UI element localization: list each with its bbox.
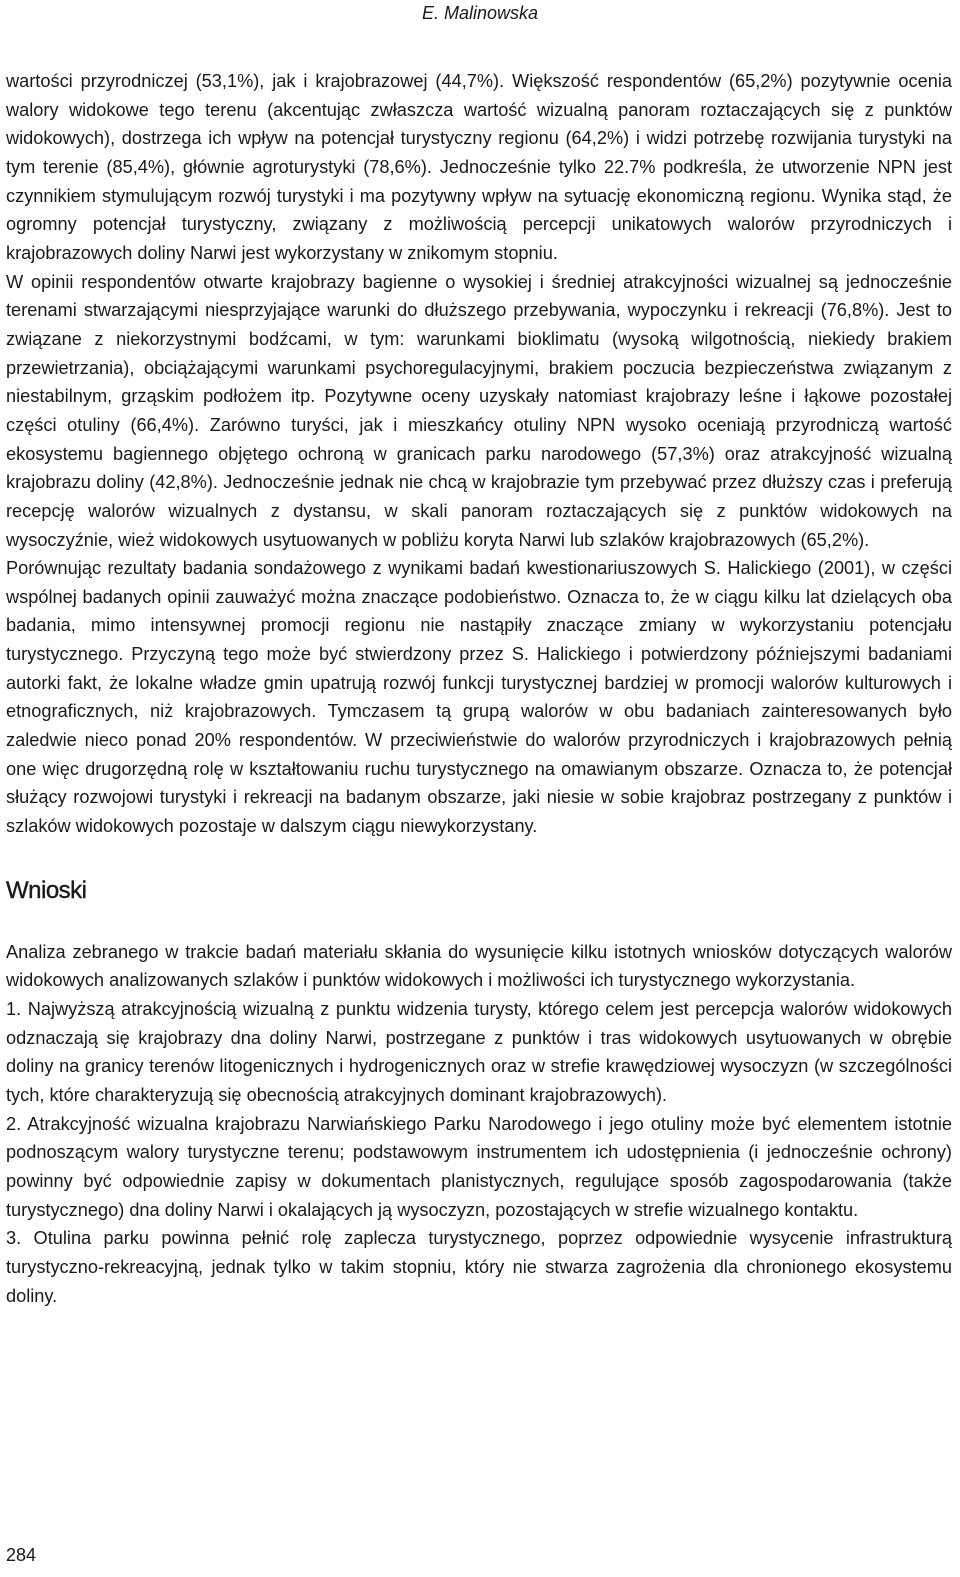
running-head-author: E. Malinowska	[421, 3, 539, 23]
conclusions-intro-paragraph: Analiza zebranego w trakcie badań materiału skłania do wysunięcie kilku istotnych wniosków dotyczących walorów widokowych analizowanych szlaków i punktów widokowych i możliwości ich turystycznego wykorzystania.	[6, 941, 952, 991]
page-number: 284	[6, 1545, 37, 1565]
conclusion-item-3: 3. Otulina parku powinna pełnić rolę zaplecza turystycznego, poprzez odpowiednie wysycenie infrastrukturą turystyczno-rekreacyjną, jednak tylko w takim stopniu, który nie stwarza zagrożenia dla chronionego ekosystemu doliny.	[6, 1228, 952, 1306]
conclusion-item-1: 1. Najwyższą atrakcyjnością wizualną z punktu widzenia turysty, którego celem jest percepcja walorów widokowych odznaczają się krajobrazy dna doliny Narwi, postrzegane z punktów i tras widokowych usytuowanych w obrębie doliny na granicy terenów litogenicznych i hydrogenicznych oraz w strefie krawędziowej wysoczyzn (w szczególności tych, które charakteryzują się obecnością atrakcyjnych dominant krajobrazowych).	[6, 999, 952, 1105]
section-heading-conclusions: Wnioski	[6, 876, 87, 904]
article-body	[6, 67, 952, 1310]
body-paragraph-3: Porównując rezultaty badania sondażowego z wynikami badań kwestionariuszowych S. Halickiego (2001), w części wspólnej badanych opinii zauważyć można znaczące podobieństwo. Oznacza to, że w ciągu kilku lat dzielących oba badania, mimo intensywnej promocji regionu nie nastąpiły znaczące zmiany w wykorzystaniu potencjału turystycznego. Przyczyną tego może być stwierdzony przez S. Halickiego i potwierdzony późniejszymi badaniami autorki fakt, że lokalne władze gmin upatrują rozwój funkcji turystycznej bardziej w promocji walorów kulturowych i etnograficznych, niż krajobrazowych. Tymczasem tą grupą walorów w obu badaniach zainteresowanych było zaledwie nieco ponad 20% respondentów. W przeciwieństwie do walorów przyrodniczych i krajobrazowych pełnią one więc drugorzędną rolę w kształtowaniu ruchu turystycznego na omawianym obszarze. Oznacza to, że potencjał służący rozwojowi turystyki i rekreacji na badanym obszarze, jaki niesie w sobie krajobraz postrzegany z punktów i szlaków widokowych pozostaje w dalszym ciągu niewykorzystany.	[6, 558, 952, 837]
body-paragraph-2: W opinii respondentów otwarte krajobrazy bagienne o wysokiej i średniej atrakcyjności wizualnej są jednocześnie terenami stwarzającymi niesprzyjające warunki do dłuższego przebywania, wypoczynku i rekreacji (76,8%). Jest to związane z niekorzystnymi bodźcami, w tym: warunkami bioklimatu (wysoką wilgotnością, niekiedy brakiem przewietrzania), obciążającymi warunkami psychoregulacyjnymi, brakiem poczucia bezpieczeństwa związanym z niestabilnym, grząskim podłożem itp. Pozytywne oceny uzyskały natomiast krajobrazy leśne i łąkowe pozostałej części otuliny (66,4%). Zarówno turyści, jak i mieszkańcy otuliny NPN wysoko oceniają przyrodniczą wartość ekosystemu bagiennego objętego ochroną w granicach parku narodowego (57,3%) oraz atrakcyjność wizualną krajobrazu doliny (42,8%). Jednocześnie jednak nie chcą w krajobrazie tym przebywać przez dłuższy czas i preferują recepcję walorów wizualnych z dystansu, w skali panoram roztaczających się z punktów widokowych na wysoczyźnie, wież widokowych usytuowanych w pobliżu koryta Narwi lub szlaków krajobrazowych (65,2%).	[6, 271, 952, 550]
body-paragraph-1: wartości przyrodniczej (53,1%), jak i krajobrazowej (44,7%). Większość respondentów (65,2%) pozytywnie ocenia walory widokowe tego terenu (akcentując zwłaszcza wartość wizualną panoram roztaczających się z punktów widokowych), dostrzega ich wpływ na potencjał turystyczny regionu (64,2%) i widzi potrzebę rozwijania turystyki na tym terenie (85,4%), głównie agroturystyki (78,6%). Jednocześnie tylko 22.7% podkreśla, że utworzenie NPN jest czynnikiem stymulującym rozwój turystyki i ma pozytywny wpływ na sytuację ekonomiczną regionu. Wynika stąd, że ogromny potencjał turystyczny, związany z możliwością percepcji unikatowych walorów przyrodniczych i krajobrazowych doliny Narwi jest wykorzystany w znikomym stopniu.	[6, 71, 952, 263]
conclusion-item-2: 2. Atrakcyjność wizualna krajobrazu Narwiańskiego Parku Narodowego i jego otuliny może być elementem istotnie podnoszącym walory turystyczne terenu; podstawowym instrumentem ich udostępnienia (i jednocześnie ochrony) powinny być odpowiednie zapisy w dokumentach planistycznych, regulujące sposób zagospodarowania (także turystycznego) dna doliny Narwi i okalających ją wysoczyzn, pozostających w strefie wizualnego kontaktu.	[6, 1113, 952, 1220]
